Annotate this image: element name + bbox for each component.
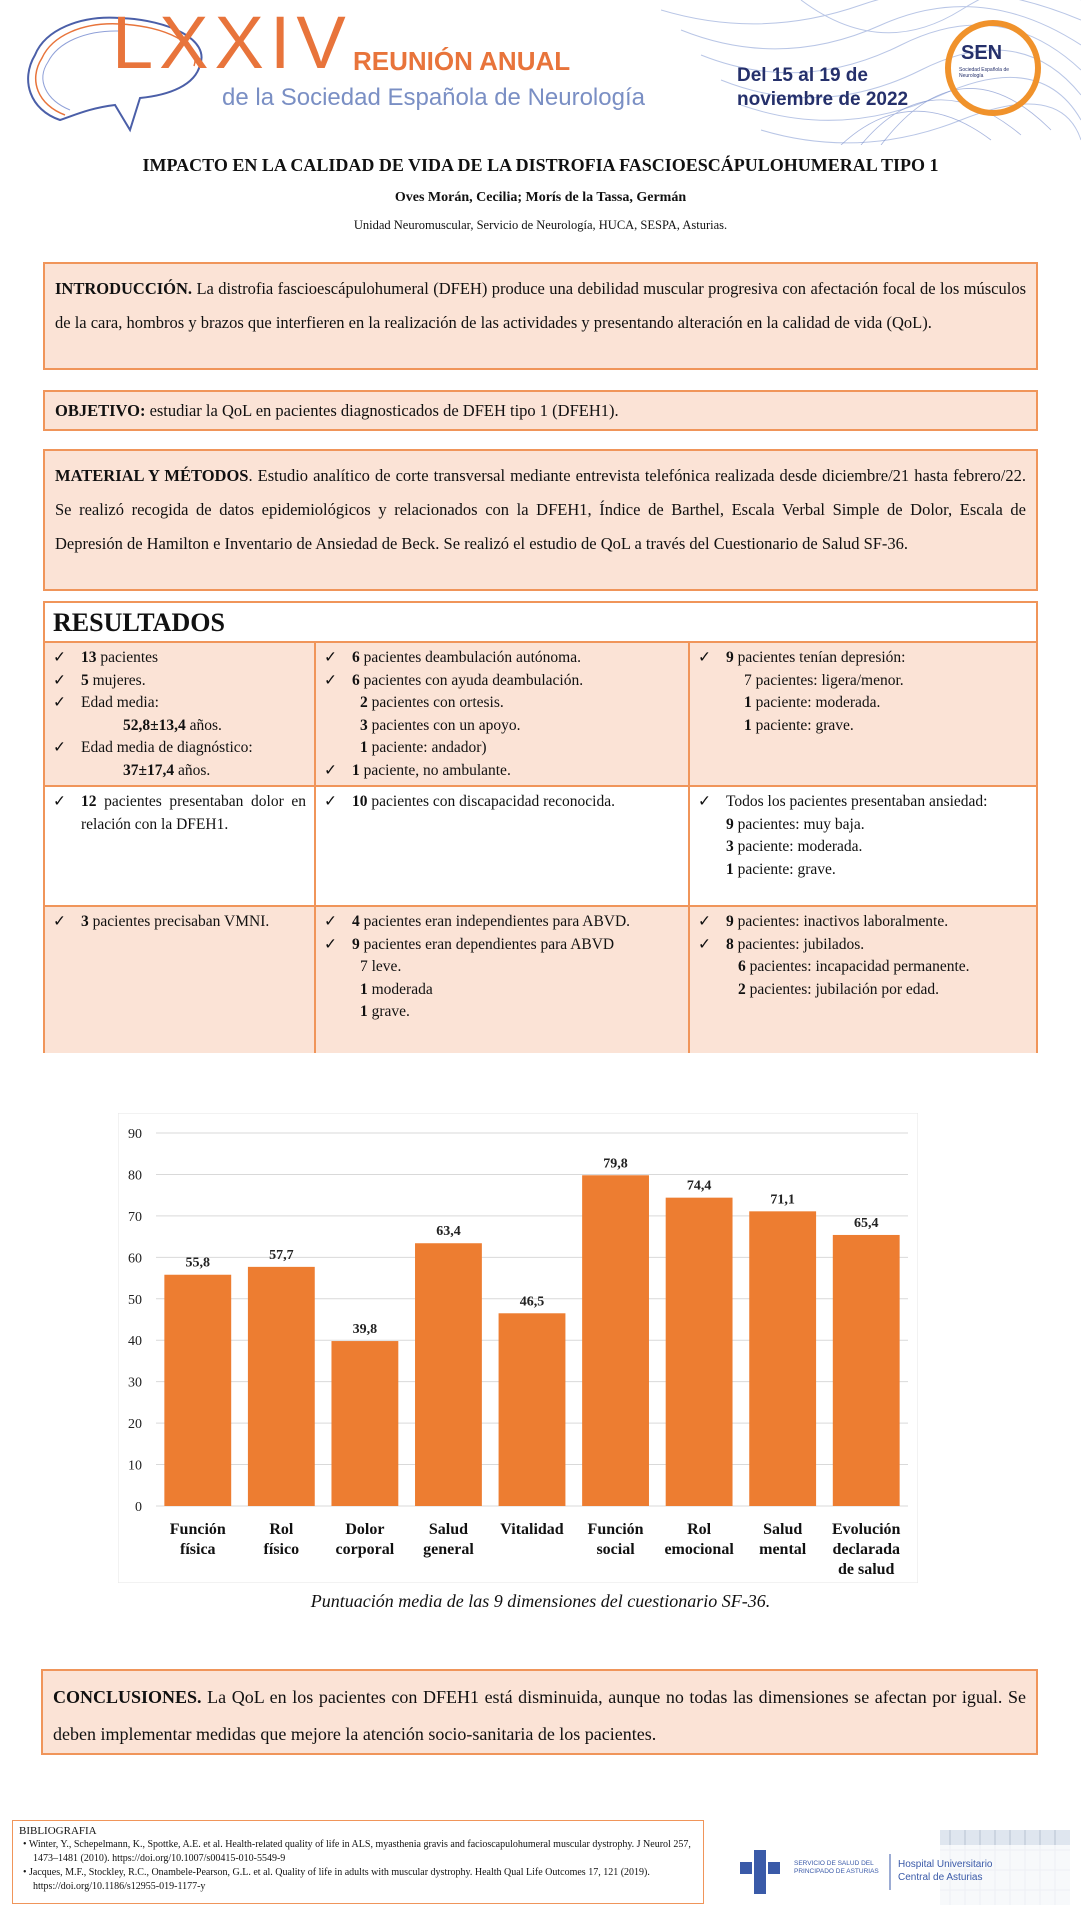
- x-category-label: Salud: [428, 1521, 469, 1538]
- bar: [415, 1243, 482, 1506]
- results-divider: [45, 785, 1036, 787]
- chart-caption: Puntuación media de las 9 dimensiones del cuestionario SF-36.: [310, 1591, 771, 1611]
- results-divider: [688, 643, 690, 1053]
- y-tick-label: 20: [128, 1417, 142, 1433]
- methods-text: . Estudio analítico de corte transversal mediante entrevista telefónica realizada desde diciembre/21 hasta febrero/22. Se realizó recogida de datos epidemiológicos y relacionados con la DFEH1, Índice de Barthel, Escala Verbal Simple de Dolor, Escala de Depresión de Hamilton e Inventario de Ansiedad de Beck. Se realizó el estudio de QoL a través del Cuestionario de Salud SF-36.: [55, 466, 1026, 553]
- results-cell-anxiety: ✓ Todos los pacientes presentaban ansiedad: 9 pacientes: muy baja. 3 paciente: moderada. 1 paciente: grave.: [698, 793, 988, 878]
- bar: [666, 1198, 733, 1506]
- x-category-label: corporal: [335, 1541, 395, 1558]
- poster-affiliation: Unidad Neuromuscular, Servicio de Neurología, HUCA, SESPA, Asturias.: [353, 218, 728, 232]
- congress-edition: LXXIV: [112, 1, 352, 84]
- x-category-label: Función: [587, 1521, 644, 1538]
- y-tick-label: 40: [128, 1334, 142, 1350]
- y-tick-label: 10: [128, 1458, 142, 1474]
- bibliography-ref: • Jacques, M.F., Stockley, R.C., Onambele-Pearson, G.L. et al. Quality of life in adults with muscular dystrophy. Health Qual Life Outcomes 17, 121 (2019). https://doi.org/10.1186/s12955-019-1177-y: [23, 1867, 650, 1892]
- bar-value-label: 57,7: [269, 1247, 294, 1263]
- bar: [833, 1235, 900, 1506]
- congress-event: REUNIÓN ANUAL: [353, 46, 571, 76]
- results-cell-disability: ✓ 10 pacientes con discapacidad reconocida.: [324, 793, 615, 810]
- x-category-label: declarada: [832, 1541, 900, 1558]
- bibliography-heading: BIBLIOGRAFIA: [19, 1825, 97, 1837]
- x-category-label: de salud: [837, 1561, 895, 1578]
- bar-value-label: 79,8: [603, 1156, 628, 1172]
- bar-value-label: 39,8: [352, 1322, 378, 1338]
- conclusions-box: [41, 1669, 1038, 1755]
- bar-value-label: 55,8: [185, 1255, 211, 1271]
- results-cell-pain: ✓ 12 pacientes presentaban dolor en relación con la DFEH1.: [53, 793, 306, 833]
- objective-label: OBJETIVO:: [55, 401, 146, 420]
- y-tick-label: 0: [135, 1500, 142, 1515]
- x-category-label: Rol: [687, 1521, 712, 1538]
- x-category-label: Salud: [763, 1521, 803, 1538]
- y-tick-label: 50: [128, 1292, 142, 1308]
- results-cell-ambulation: ✓ 6 pacientes deambulación autónoma. ✓ 6 pacientes con ayuda deambulación. 2 pacientes con ortesis. 3 pacientes con un apoyo. 1 paciente: andador) ✓ 1 paciente, no ambulante.: [316, 643, 688, 785]
- results-table: [43, 601, 1038, 1053]
- sen-logo: [945, 20, 1045, 110]
- hospital-name: Hospital Universitario Central de Asturias: [898, 1859, 993, 1883]
- bibliography-box: [12, 1820, 704, 1904]
- y-tick-label: 60: [128, 1251, 142, 1267]
- x-category-label: Evolución: [831, 1521, 901, 1538]
- x-category-label: general: [423, 1541, 474, 1558]
- hospital-service-name: SERVICIO DE SALUD DEL PRINCIPADO DE ASTURIAS: [794, 1860, 879, 1875]
- bar: [499, 1313, 566, 1506]
- bar-value-label: 65,4: [853, 1215, 879, 1231]
- results-cell-demographics: ✓ 13 pacientes ✓ 5 mujeres. ✓ Edad media: 52,8±13,4 años. ✓ Edad media de diagnóstico: 37±17,4 años.: [45, 643, 314, 785]
- sf36-bar-chart: [118, 1113, 918, 1583]
- objective-text: estudiar la QoL en pacientes diagnosticados de DFEH tipo 1 (DFEH1).: [145, 401, 619, 420]
- introduction-box: [43, 262, 1038, 370]
- bar-value-label: 74,4: [686, 1178, 712, 1194]
- conclusions-text: La QoL en los pacientes con DFEH1 está disminuida, aunque no todas las dimensiones se afectan por igual. Se deben implementar medidas que mejore la atención socio-sanitaria de los pacientes.: [53, 1687, 1026, 1744]
- chart-svg: [118, 1113, 918, 1583]
- results-cell-depression: ✓ 9 pacientes tenían depresión: 7 pacientes: ligera/menor. 1 paciente: moderada. 1 paciente: grave.: [690, 643, 1036, 785]
- objective-box: [43, 390, 1038, 431]
- x-category-label: físico: [263, 1541, 300, 1558]
- introduction-text: La distrofia fascioescápulohumeral (DFEH) produce una debilidad muscular progresiva con afectación focal de los músculos de la cara, hombros y brazos que interfieren en la realización de las actividades y presentando alteración en la calidad de vida (QoL).: [55, 279, 1026, 332]
- congress-dates: Del 15 al 19 de noviembre de 2022: [737, 65, 909, 110]
- x-category-label: Rol: [269, 1521, 294, 1538]
- y-tick-label: 80: [128, 1168, 142, 1184]
- hospital-logo: [740, 1820, 1070, 1910]
- bar-value-label: 71,1: [770, 1192, 795, 1208]
- x-category-label: social: [596, 1541, 635, 1558]
- conclusions-label: CONCLUSIONES.: [53, 1687, 202, 1707]
- sen-logo-text: SEN: [961, 42, 1003, 64]
- x-category-label: mental: [759, 1541, 807, 1558]
- results-cell-abvd: ✓ 4 pacientes eran independientes para ABVD. ✓ 9 pacientes eran dependientes para ABVD 7 leve. 1 moderada 1 grave.: [316, 907, 688, 1053]
- congress-society: de la Sociedad Española de Neurología: [222, 84, 645, 111]
- methods-label: MATERIAL Y MÉTODOS: [55, 466, 249, 485]
- bar: [164, 1275, 231, 1506]
- bar: [749, 1211, 816, 1506]
- bar: [248, 1267, 315, 1506]
- methods-box: [43, 449, 1038, 591]
- poster-title: IMPACTO EN LA CALIDAD DE VIDA DE LA DISTROFIA FASCIOESCÁPULOHUMERAL TIPO 1: [142, 155, 939, 175]
- x-category-label: Función: [169, 1521, 226, 1538]
- x-category-label: física: [180, 1541, 216, 1558]
- congress-header: [0, 0, 1081, 145]
- x-category-label: Vitalidad: [500, 1521, 564, 1538]
- y-tick-label: 70: [128, 1209, 142, 1225]
- y-tick-label: 90: [128, 1127, 142, 1142]
- x-category-label: emocional: [664, 1541, 734, 1558]
- results-cell-employment: ✓ 9 pacientes: inactivos laboralmente. ✓ 8 pacientes: jubilados. 6 pacientes: incapacidad permanente. 2 pacientes: jubilación por edad.: [690, 907, 1036, 1053]
- results-cell-ventilation: ✓ 3 pacientes precisaban VMNI.: [45, 907, 314, 1053]
- poster-authors: Oves Morán, Cecilia; Morís de la Tassa, Germán: [394, 190, 687, 205]
- y-tick-label: 30: [128, 1375, 142, 1391]
- bar-value-label: 63,4: [436, 1224, 461, 1240]
- x-category-label: Dolor: [345, 1521, 385, 1538]
- results-title: RESULTADOS: [45, 603, 1036, 643]
- sen-logo-subtext: Sociedad Española de Neurología: [959, 67, 1010, 79]
- bar: [331, 1341, 398, 1506]
- bar: [582, 1175, 649, 1506]
- results-divider: [45, 905, 1036, 907]
- results-divider: [314, 643, 316, 1053]
- introduction-label: INTRODUCCIÓN.: [55, 279, 193, 298]
- bibliography-ref: • Winter, Y., Schepelmann, K., Spottke, A.E. et al. Health-related quality of life in ALS, myasthenia gravis and facioscapulohumeral muscular dystrophy. J Neurol 257, 1473–1481 (2010). https://doi.org/10.1007/s00415-010-5549-9: [23, 1839, 691, 1864]
- bar-value-label: 46,5: [519, 1294, 545, 1310]
